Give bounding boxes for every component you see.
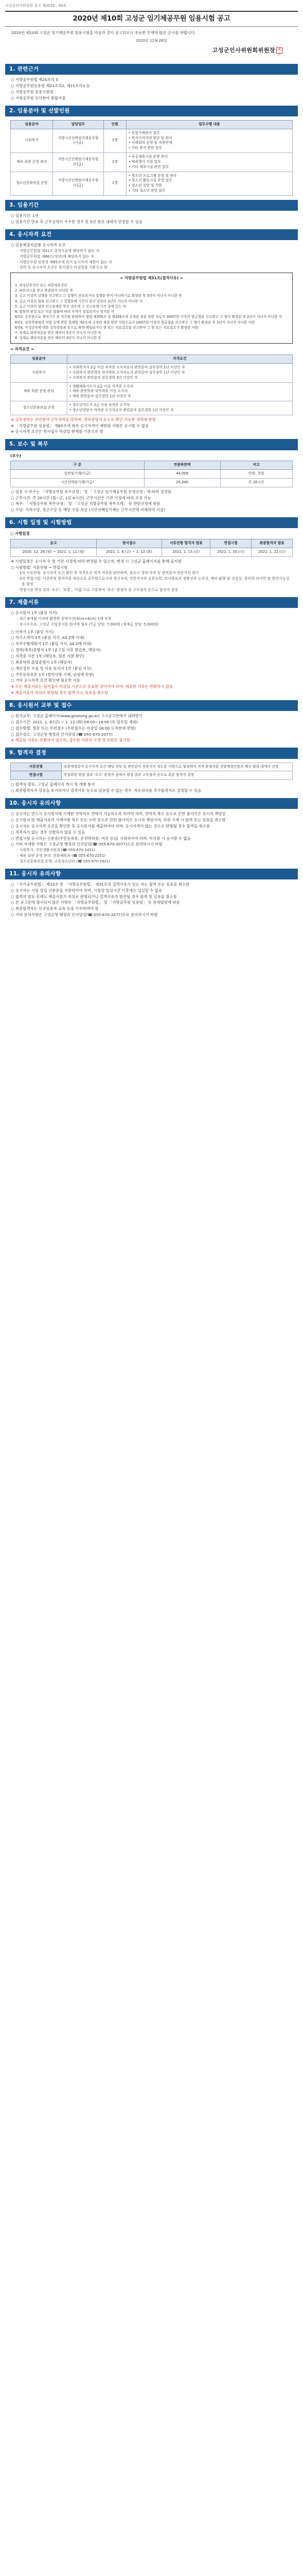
table-header: 구 분 [11,461,145,470]
list-item: ○ 원서교부: 고성군 홈페이지(www.goseong.go.kr) 고시공고란에서 내려받기 [11,714,142,719]
section-title: 8. 응시원서 교부 및 접수 [5,700,298,711]
footnote: ※ 「지방공무원 임용령」 제65조에 따라 응시자격이 제한된 사람은 응시할 수 없음 [11,423,149,428]
section-title: 4. 응시자격 요건 [5,229,298,240]
table-row: 체육 회관 운영 관리 지방시간선택임기제공무원 (다급) 1명 • 공공체육시설 운영 관리 • 체육행사 지원 업무 • 기타 체육시설 관련 업무 [11,153,293,172]
list-item: ○ 응시자는 시험 당일 신분증을 지참하여야 하며, 시험장 입실시간 이후에는 입실할 수 없음 [11,888,163,893]
table-row: 서류전형 임용예정분야 응시자격 요건 해당 여부 및 관련분야 전문지식 정도를 서면으로 평정하여 적격 판정자를 선발예정인원의 배수 범위 내에서 선정 [11,762,293,771]
pay-caption: (보수) [10,453,22,458]
table-row: 시간선택임기제(가급) 25,340 주 20시간 [11,478,293,487]
intro-text: 2020년 제10회 고성군 임기제공무원 임용시험을 다음과 같이 공고하오니 유능한 인재의 많은 응시를 바랍니다. [11,30,196,35]
table-header: 최종합격자 발표 [252,539,293,548]
list-item: ○ 접수기간: 2021. 1. 8.(금) ~ 1. 12.(화) 09:00~18:00 (토·일요일 제외) [11,719,138,724]
table-header: 임용분야 [11,120,53,129]
table-header: 면접시험 [210,539,252,548]
list-item: ○ 지방공무원 임용시험령 [11,89,54,94]
contact-item: - 사회복지: 주민생활지원과 (☎ 055-670-2431) [17,848,95,853]
list-item: ○ 임용 시 보수는 「지방공무원 보수규정」 및 「고성군 임기제공무원 운영규정」에 따라 결정됨 [11,489,171,494]
official-seal-icon: 직인 [276,47,282,54]
list-item: ○ 응시자는 응시자격 요건을 확인한 후 응시원서를 제출하여야 하며, 응시자격이 없는 것으로 판명될 경우 합격을 취소함 [11,823,210,828]
list-item: ○ 지방공무원법 제25조의 5 [11,77,58,82]
list-item: ○ 임용예정직급별 응시자격 요건 [11,243,66,248]
section-title: 5. 보수 및 복무 [5,439,298,450]
section-title: 11. 응시자 유의사항 [5,869,298,879]
list-item: ○ 임용기간 만료 후 근무실적이 우수한 경우 총 5년 범위 내에서 연장할 수 있음 [11,219,142,224]
section-documents [5,597,298,696]
schedule-table [10,539,293,557]
list-item: ○ 주민등록초본 1부 (병역사항 기재, 남성에 한함) [11,672,94,677]
footnote: ※ 모든 제출서류는 원서접수 마감일 기준으로 유효한 것이어야 하며, 제출한 서류는 반환하지 않음 [11,684,173,689]
list-item: ○ 합격자 발표 후에도 제출서류가 허위로 판명되거나 결격사유가 발견될 경우 합격 및 임용을 취소함 [11,894,177,899]
list-item: ○ 최종합격자는 신규임용자 교육 등을 이수하여야 함 [11,906,99,911]
selection-table [10,762,293,781]
list-item: ○ 최종합격자가 임용을 포기하거나 결격사유 등으로 임용할 수 없는 경우, 차순위자를 추가합격자로 결정할 수 있음 [11,788,202,793]
section-selection [5,748,298,794]
list-item: ○ 본 공고문에 명시되지 않은 사항은 「지방공무원법」 및 「지방공무원 임용령」 등 관계법령에 따름 [11,900,180,905]
table-row: 청소년문화의집 운영 • 청소년지도사 2급 이상 자격증 소지자 • 청소년상담사 자격증 소지자로서 관련분야 실무경력 1년 이상인 자 [11,401,293,415]
section-title: 10. 응시자 유의사항 [5,798,298,809]
schedule-caption: ○ 시험일정 [10,531,30,536]
list-item: ○ 응시자는 반드시 응시원서에 기재한 연락처로 연락이 가능하도록 하여야 하며, 연락처 착오 등으로 인한 불이익은 응시자 책임임 [11,811,226,817]
list-item: - 경력 등 응시자격 요건은 원서접수 마감일을 기준으로 함 [17,265,108,270]
section-title: 7. 제출서류 [5,597,298,608]
section-title: 9. 합격자 결정 [5,748,298,758]
table-header: 비고 [220,461,292,470]
org-line: 고성군인사위원회 공고 제2020 - 40호 [5,4,67,8]
list-item: - 지방공무원법 제31조 결격사유에 해당하지 않는 자 [17,248,100,253]
list-item: ○ 이력서 1부 (붙임 서식) [11,629,54,634]
list-item: ○ 접수장소: 고성군청 행정과 인사담당 (☎ 055-670-2077) [11,732,113,737]
table-header: 임용분야 [11,355,67,364]
table-header: 공고 [11,539,97,548]
table-row: 사회복지 • 사회복지사 2급 이상 자격증 소지자로서 관련분야 실무경력 1년 이상인 자 • 사회복지 관련학과 학사학위 소지자로서 관련분야 실무경력 1년 이상인 자 • 사회복지 관련분야 실무경력 3년 이상인 자 [11,364,293,383]
section-legal-basis [5,64,298,101]
list-item: - 면접시험 평정 결과 ‘우수’, ‘보통’, ‘미흡’으로 구분하여 ‘우수’ 판정자 중 고득점자 순으로 합격자 결정 [17,588,178,592]
section-positions [5,106,298,196]
table-row: 청소년문화의집 운영 지방시간선택임기제공무원 (다급) 1명 • 청소년 프로그램 운영 및 관리 • 청소년 활동시설 운영 업무 • 청소년 상담 및 지원 • 기타 청소년 관련 업무 [11,172,293,195]
contact-item: - 체육 회관 운영 관리: 문화체육과 (☎ 055-670-2251) [17,854,106,858]
table-caption: < 자격요건 > [10,347,34,352]
list-item: ○ 수당: 가족수당, 정근수당 등 해당 수당 지급 (시간선택임기제는 근무시간에 비례하여 지급) [11,507,165,513]
positions-table [10,120,293,196]
pay-table [10,461,293,487]
table-row: 면접시험 면접위원 평정 결과 ‘우수’ 판정자 중에서 평정 결과 고득점자 순으로 최종 합격자 결정 [11,771,293,780]
list-item: ○ 면접시험 응시자는 신분증(주민등록증, 운전면허증, 여권 등)을 지참하여야 하며, 미지참 시 응시할 수 없음 [11,836,191,841]
table-row: 체육 회관 운영 관리 • 생활체육지도사 2급 이상 자격증 소지자 • 체육 관련학과 학사학위 이상 소지자 • 체육 관련분야 실무경력 1년 이상인 자 [11,382,293,401]
list-item: ○ 기타 응시자격 요건 확인에 필요한 서류 [11,678,80,683]
list-item: ○ 최종학력 졸업증명서 1부 (해당자) [11,659,73,665]
list-item: ○ 응시원서 1부 (붙임 서식) [11,611,58,616]
section-application [5,700,298,743]
table-header: 자격요건 [67,355,292,364]
page-title: 2020년 제10회 고성군 임기제공무원 임용시험 공고 [5,11,298,27]
list-item: ○ 복무: 「지방공무원 복무규정」 및 「고성군 지방공무원 복무조례」 등 관련규정에 따름 [11,501,161,506]
list-item: - 최근 6개월 이내에 촬영한 증명사진(3cm×4cm) 1매 부착 [17,616,112,621]
list-item: - 2차 면접시험: 서류전형 합격자를 대상으로 공무원으로서의 정신자세, 전문지식과 응용능력, 의사발표의 정확성과 논리성, 예의·품행 및 성실성, 창의력·의지력 및 발전가능성을 평정 [17,577,290,587]
section-title: 1. 관련근거 [5,64,298,75]
list-item: ○ 지방공무원임용령 제21조의2, 제21조의3 등 [11,83,90,89]
list-item: ※ 시험일정은 응시자 수 및 기관 사정에 따라 변경될 수 있으며, 변경 시 고성군 홈페이지를 통해 공지함 [11,558,182,564]
issuer [0,44,303,60]
requirements-table [10,354,293,415]
section-title: 2. 임용분야 및 선발인원 [5,106,298,116]
list-item: ○ 기타 자세한 사항은 고성군청 행정과 인사담당(☎ 055-670-2077)으로 문의하시기 바람 [11,842,163,847]
table-row: 2020. 12. 28.(월) ~ 2021. 1. 11.(월) 2021. 1. 8.(금) ~ 1. 12.(화) 2021. 1. 15.(금) 2021. 1. 20.(수) 2021. 1. 22.(금) [11,548,293,556]
table-header: 업무수행 내용 [126,120,292,129]
list-item: ○ 근무시간: 주 20시간 (월~금, 1일 4시간), 근무시간은 기관 사정에 따라 조정 가능 [11,495,151,500]
list-item: ○ 적격자가 없는 경우 선발하지 않을 수 있음 [11,829,85,835]
table-header: 담당업무 [53,120,104,129]
list-item: ○ 개인정보 수집 및 이용 동의서 1부 (붙임 서식) [11,666,92,671]
list-item: ○ 직무수행계획서 1부 (붙임 서식, A4 2매 이내) [11,641,92,647]
section-title: 3. 임용기간 [5,200,298,211]
table-header: 인원 [103,120,126,129]
list-item: - 지방공무원 임용령 제65조에 의거 응시자격 제한이 없는 자 [17,260,112,264]
list-item: ○ 기타 문의사항은 고성군청 행정과 인사담당(☎ 055-670-2077)으로 문의하시기 바람 [11,912,158,918]
table-header: 연봉하한액 [144,461,220,470]
list-item: ○ 합격자 발표: 고성군 홈페이지 게시 및 개별 통지 [11,782,95,787]
footnote: ※ 실무경력은 관련분야 근무경력을 말하며, 경력증명서 등으로 확인 가능한 경력에 한함 [11,417,156,422]
list-item: ○ 경력(재직)증명서 1부 (공고일 이후 발급분, 해당자) [11,648,101,653]
list-item: - 지방공무원법 제66조(정년)에 해당하지 않는 자 [17,254,94,259]
list-item: ○ 임용기간: 1년 [11,213,39,218]
table-header: 원서접수 [96,539,162,548]
list-item: ○ 자격증 사본 1부 (해당자, 원본 지참 확인) [11,653,84,658]
section-notes-b [5,869,298,918]
footnote: ※ 응시자격 요건은 원서접수 마감일 현재를 기준으로 함 [11,429,103,434]
list-item: - 1차 서류전형: 응시자격 요건 확인 후 자격요건 적격 여부를 판단하며, 필요시 경력·자격 등 관련분야 전문지식 평가 [17,571,199,575]
list-item: - 응시수수료: 고성군 수입증지를 원서에 첨부 (7급 상당: 7,000원 / 8·9급 상당: 5,000원) [17,622,159,626]
section-notes-a [5,798,298,865]
announce-date: 2020년 12월 28일 [136,38,167,43]
table-row: 일반임기제(다급) 44,008 단위: 천원 [11,470,293,479]
list-item: ○ 자기소개서 1부 (붙임 서식, A4 2매 이내) [11,635,84,640]
list-item: ○ 접수방법: 방문 또는 우편접수 (우편접수는 마감일 18:00 도착분에 한함) [11,725,136,731]
section-eligibility [5,229,298,435]
section-schedule [5,517,298,593]
list-item: ○ 지방공무원 인사분야 통합지침 [11,95,66,100]
list-item: ○ 응시원서 및 제출서류의 기재사항 착오 또는 누락 등으로 인한 불이익은 응시자 책임이며, 허위 기재 시 합격 또는 임용을 취소함 [11,817,226,822]
footnote: ※ 제출된 서류는 반환하지 않으며, 접수된 서류의 수정 및 보완은 불가함 [11,738,130,743]
list-item: ○ 「국가공무원법」 제33조 및 「지방공무원법」 제31조의 결격사유가 있는 자는 합격 또는 임용을 취소함 [11,882,190,887]
section-title: 6. 시험 일정 및 시험방법 [5,517,298,528]
footnote: ※ 제출서류가 허위로 판명될 경우 합격 또는 임용을 취소함 [11,690,109,696]
table-row: 사회복지 지방시간선택임기제공무원 (가급) 1명 • 통합사례관리 업무 • 복지사각지대 발굴 및 관리 • 사례회의 운영 및 자원연계 • 기타 복지 관련 업무 [11,129,293,152]
issuer-name: 고성군인사위원회위원장 [212,47,275,54]
table-header: 서류전형 합격자 발표 [162,539,210,548]
section-term [5,200,298,225]
section-pay [5,439,298,513]
list-item: ○ 시험방법: 서류전형 → 면접시험 [11,565,68,570]
contact-item: - 청소년문화의집 운영: 교육청소년과 (☎ 055-670-2921) [17,859,111,863]
disqualification-box: < 지방공무원법 제31조(결격사유) > 1. 피성년후견인 또는 피한정후견인 2. 파산선고를 받고 복권되지 아니한 자 3. 금고 이상의 실형을 선고받고 그 집행이 종료되거나 집행을 받지 아니하기로 확정된 후 5년이 지나지 아니한 자 4. 금고 이상의 형을 선고받고 그 집행유예 기간이 끝난 날부터 2년이 지나지 아니한 자 5. 금고 이상의 형의 선고유예를 받은 경우에 그 선고유예 기간 중에 있는 자 6. 법원의 판결 또는 다른 법률에 따라 자격이 상실되거나 정지된 자 6의2. 공무원으로 재직기간 중 직무와 관련하여 형법 제355조 및 제356조에 규정된 죄를 범한 자로서 300만원 이상의 벌금형을 선고받고 그 형이 확정된 후 2년이 지나지 아니한 자 6의3. 성폭력범죄의 처벌 등에 관한 특례법 제2조에 규정된 죄를 범한 사람으로서 100만원 이상의 벌금형을 선고받고 그 형이 확정된 후 3년이 지나지 아니한 사람 6의4. 미성년자에 대한 성폭력범죄 등으로 파면·해임되거나 형 또는 치료감호를 선고받아 그 형 또는 치료감호가 확정된 사람 7. 징계로 파면처분을 받은 때부터 5년이 지나지 아니한 자 8. 징계로 해임처분을 받은 때부터 3년이 지나지 아니한 자 [10,273,293,344]
